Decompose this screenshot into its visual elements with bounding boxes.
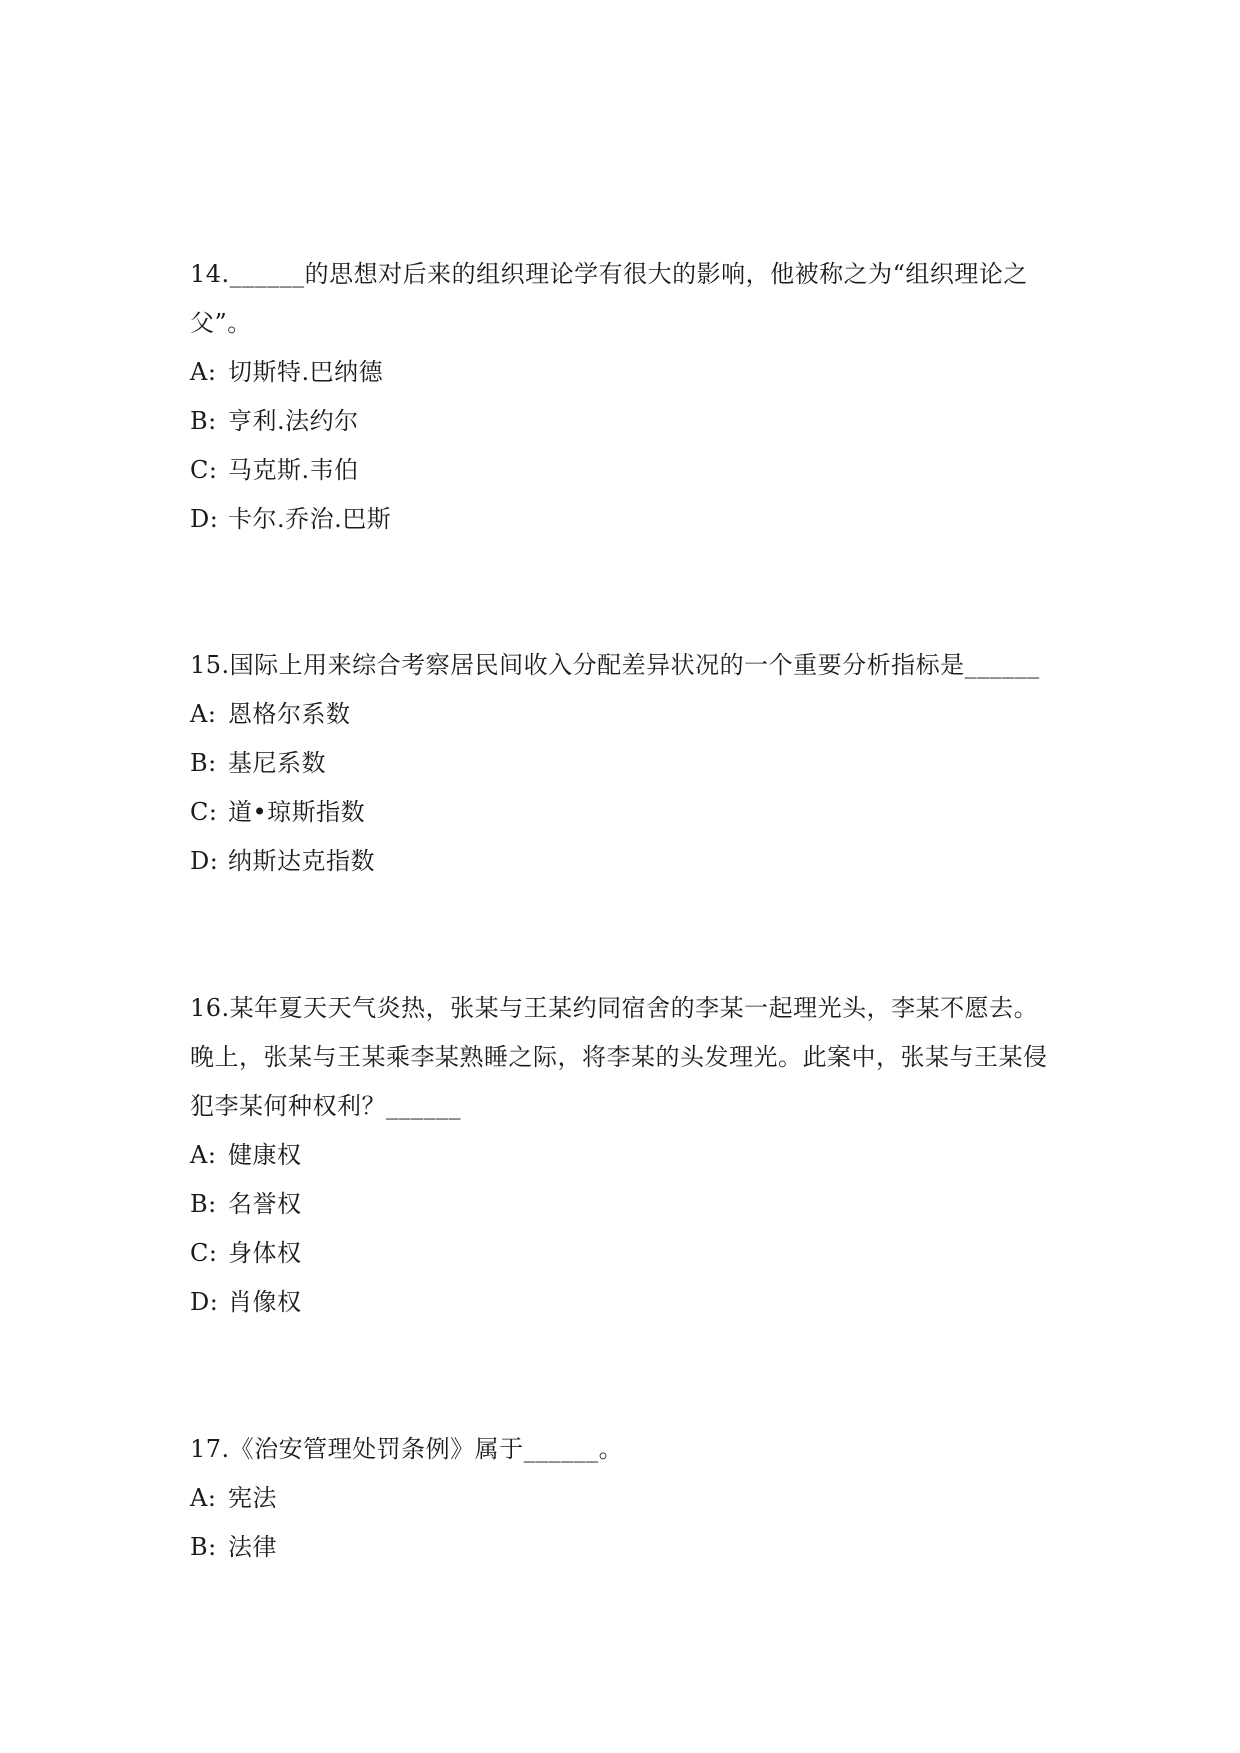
question-16 <box>190 984 1050 1327</box>
option-b <box>190 1523 1050 1572</box>
option-a <box>190 348 1050 397</box>
question-stem: 15.国际上用来综合考察居民间收入分配差异状况的一个重要分析指标是______ <box>190 651 1040 679</box>
option-text: 切斯特.巴纳德 <box>228 358 384 386</box>
option-letter: A: <box>190 1141 217 1169</box>
option-letter: B: <box>190 1190 217 1218</box>
question-stem: 17.《治安管理处罚条例》属于______。 <box>190 1435 624 1463</box>
option-letter: D: <box>190 1288 219 1316</box>
option-letter: C: <box>190 456 218 484</box>
option-c <box>190 788 1050 837</box>
option-letter: B: <box>190 407 217 435</box>
option-text: 肖像权 <box>228 1288 302 1316</box>
option-letter: A: <box>190 700 217 728</box>
option-a <box>190 1131 1050 1180</box>
option-b <box>190 1180 1050 1229</box>
option-letter: A: <box>190 358 217 386</box>
option-letter: C: <box>190 1239 218 1267</box>
option-letter: B: <box>190 1533 217 1561</box>
option-text: 卡尔.乔治.巴斯 <box>228 505 392 533</box>
option-text: 亨利.法约尔 <box>228 407 359 435</box>
option-text: 名誉权 <box>228 1190 302 1218</box>
option-d <box>190 837 1050 886</box>
question-stem: 16.某年夏天天气炎热，张某与王某约同宿舍的李某一起理光头，李某不愿去。晚上，张某与王某乘李某熟睡之际，将李某的头发理光。此案中，张某与王某侵犯李某何种权利？______ <box>190 994 1048 1120</box>
option-a <box>190 690 1050 739</box>
option-c <box>190 1229 1050 1278</box>
option-text: 纳斯达克指数 <box>228 847 375 875</box>
question-15 <box>190 641 1050 886</box>
option-letter: D: <box>190 505 219 533</box>
option-text: 恩格尔系数 <box>228 700 351 728</box>
option-letter: A: <box>190 1484 217 1512</box>
option-a <box>190 1474 1050 1523</box>
option-text: 基尼系数 <box>228 749 326 777</box>
option-text: 道•琼斯指数 <box>228 798 366 826</box>
option-text: 宪法 <box>228 1484 277 1512</box>
option-text: 马克斯.韦伯 <box>228 456 359 484</box>
option-d <box>190 1278 1050 1327</box>
option-text: 法律 <box>228 1533 277 1561</box>
question-stem: 14.______的思想对后来的组织理论学有很大的影响，他被称之为“组织理论之父”。 <box>190 260 1028 337</box>
option-text: 身体权 <box>228 1239 302 1267</box>
option-letter: D: <box>190 847 219 875</box>
option-c <box>190 446 1050 495</box>
option-letter: B: <box>190 749 217 777</box>
option-letter: C: <box>190 798 218 826</box>
question-14 <box>190 250 1050 544</box>
question-17 <box>190 1425 1050 1572</box>
option-d <box>190 495 1050 544</box>
option-b <box>190 397 1050 446</box>
option-b <box>190 739 1050 788</box>
option-text: 健康权 <box>228 1141 302 1169</box>
